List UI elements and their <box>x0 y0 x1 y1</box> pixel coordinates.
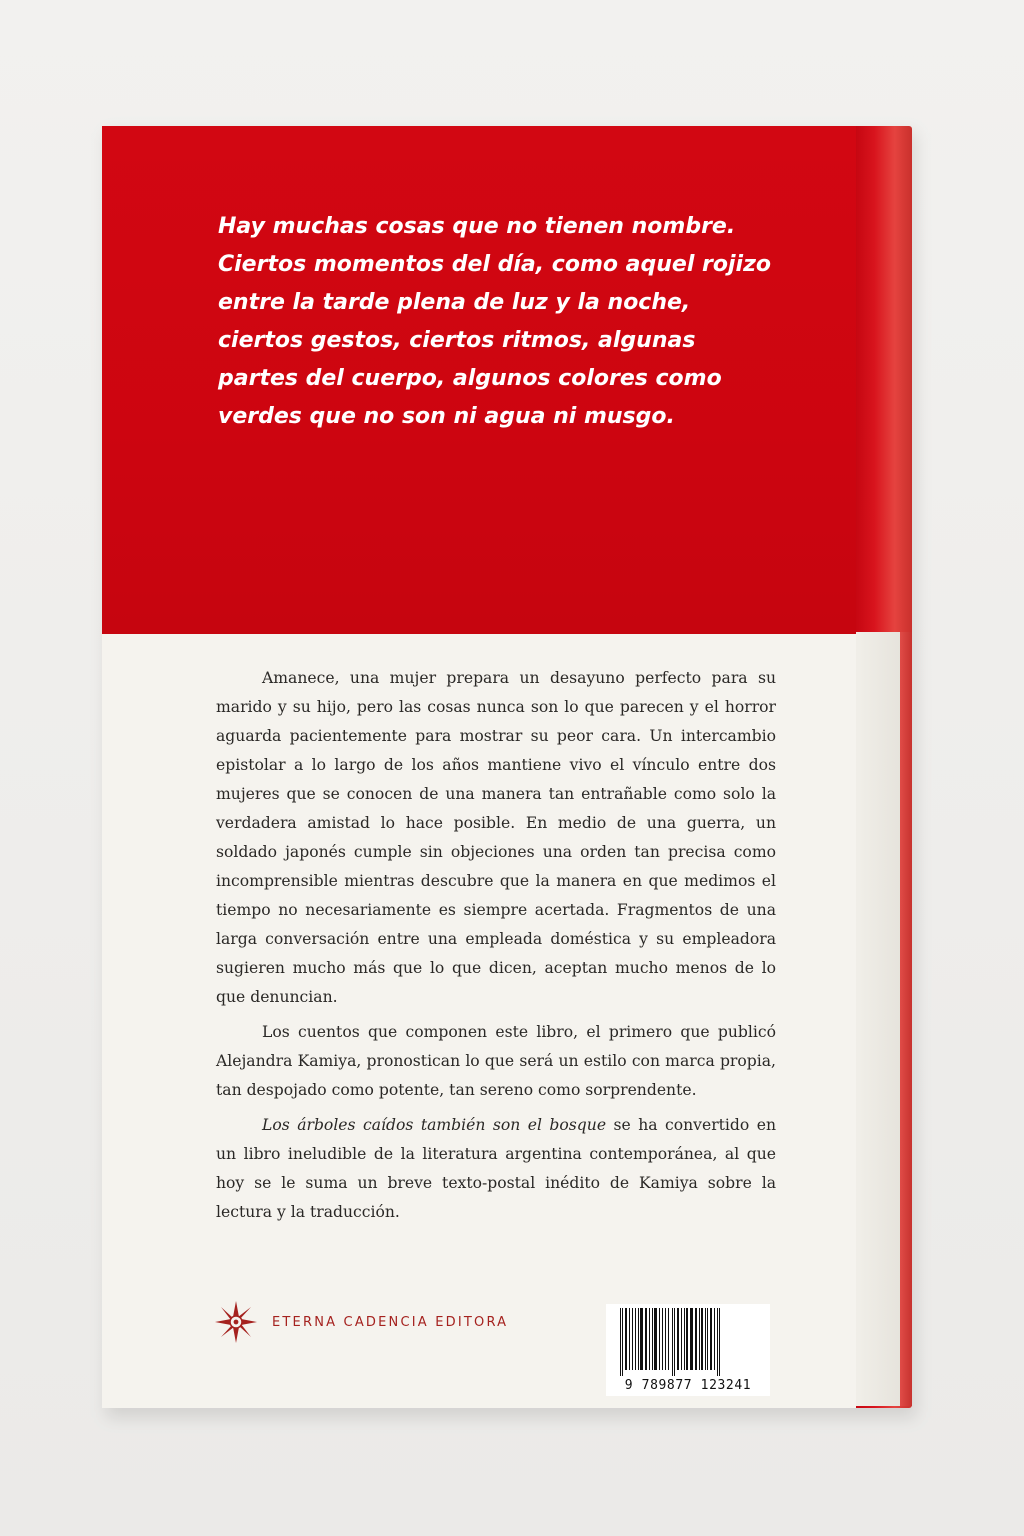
cover-quote: Hay muchas cosas que no tienen nombre. Ciertos momentos del día, como aquel rojizo entre la tarde plena de luz y la noche, ciertos gestos, ciertos ritmos, algunas partes del cuerpo, algunos colores como verdes que no son ni agua ni musgo. <box>218 214 771 429</box>
book-back-cover <box>102 126 856 1408</box>
barcode-bar <box>717 1308 718 1376</box>
barcode-digits: 9 789877 123241 <box>624 1378 752 1393</box>
barcode-bar <box>638 1308 639 1370</box>
barcode-bar <box>672 1308 673 1376</box>
synopsis-paragraph-3 <box>216 1111 776 1227</box>
barcode-bar <box>659 1308 660 1370</box>
barcode-bar <box>707 1308 708 1370</box>
synopsis-paragraph-1: Amanece, una mujer prepara un desayuno perfecto para su marido y su hijo, pero las cosas nunca son lo que parecen y el horror aguarda pacientemente para mostrar su peor cara. Un intercambio epistolar a lo largo de los años mantiene vivo el vínculo entre dos mujeres que se conocen de una manera tan entrañable como solo la verdadera amistad lo hace posible. En medio de una guerra, un soldado japonés cumple sin objeciones una orden tan precisa como incomprensible mientras descubre que la manera en que medimos el tiempo no necesariamente es siempre acertada. Fragmentos de una larga conversación entre una empleada doméstica y su empleadora sugieren mucho más que lo que dicen, aceptan mucho menos de lo que denuncian. <box>216 669 776 1006</box>
barcode-bar <box>665 1308 666 1370</box>
barcode-bar <box>625 1308 627 1370</box>
barcode-bar <box>668 1308 669 1370</box>
barcode-bar <box>714 1308 715 1370</box>
red-quote-panel <box>102 126 856 634</box>
publisher-name: ETERNA CADENCIA EDITORA <box>272 1314 509 1330</box>
barcode-bar <box>662 1308 663 1370</box>
barcode-bar <box>705 1308 706 1370</box>
isbn-barcode <box>606 1304 770 1396</box>
synopsis-paragraph-2: Los cuentos que componen este libro, el primero que publicó Alejandra Kamiya, pronostican lo que será un estilo con marca propia, tan despojado como potente, tan sereno como sorprendente. <box>216 1023 776 1099</box>
publisher-block <box>214 1294 508 1350</box>
barcode-bar <box>652 1308 653 1370</box>
barcode-bar <box>699 1308 700 1370</box>
barcode-bar <box>690 1308 693 1370</box>
book-spine-strip <box>900 632 912 1406</box>
barcode-bar <box>701 1308 703 1370</box>
synopsis-text <box>216 664 776 1233</box>
barcode-bar <box>681 1308 682 1370</box>
barcode-bar <box>674 1308 675 1376</box>
synopsis-paragraph-3-rest: se ha convertido en un libro ineludible de la literatura argentina contemporánea, al que hoy se le suma un breve texto-postal inédito de Kamiya sobre la lectura y la traducción. <box>216 1116 776 1221</box>
barcode-bar <box>622 1308 623 1376</box>
barcode-bar <box>719 1308 720 1376</box>
barcode-bar <box>677 1308 679 1370</box>
eight-point-star-icon <box>214 1300 258 1344</box>
barcode-bar <box>686 1308 688 1370</box>
barcode-bar <box>629 1308 630 1370</box>
barcode-bar <box>640 1308 643 1370</box>
barcode-bar <box>710 1308 712 1370</box>
book-page-edges <box>855 632 901 1406</box>
barcode-bar <box>684 1308 685 1370</box>
barcode-bars <box>620 1308 756 1376</box>
barcode-bar <box>695 1308 697 1370</box>
book-title: Los árboles caídos también son el bosque <box>262 1116 607 1134</box>
barcode-bar <box>620 1308 621 1376</box>
barcode-bar <box>649 1308 650 1370</box>
barcode-bar <box>654 1308 657 1370</box>
barcode-bar <box>632 1308 633 1370</box>
barcode-bar <box>645 1308 647 1370</box>
barcode-bar <box>635 1308 636 1370</box>
